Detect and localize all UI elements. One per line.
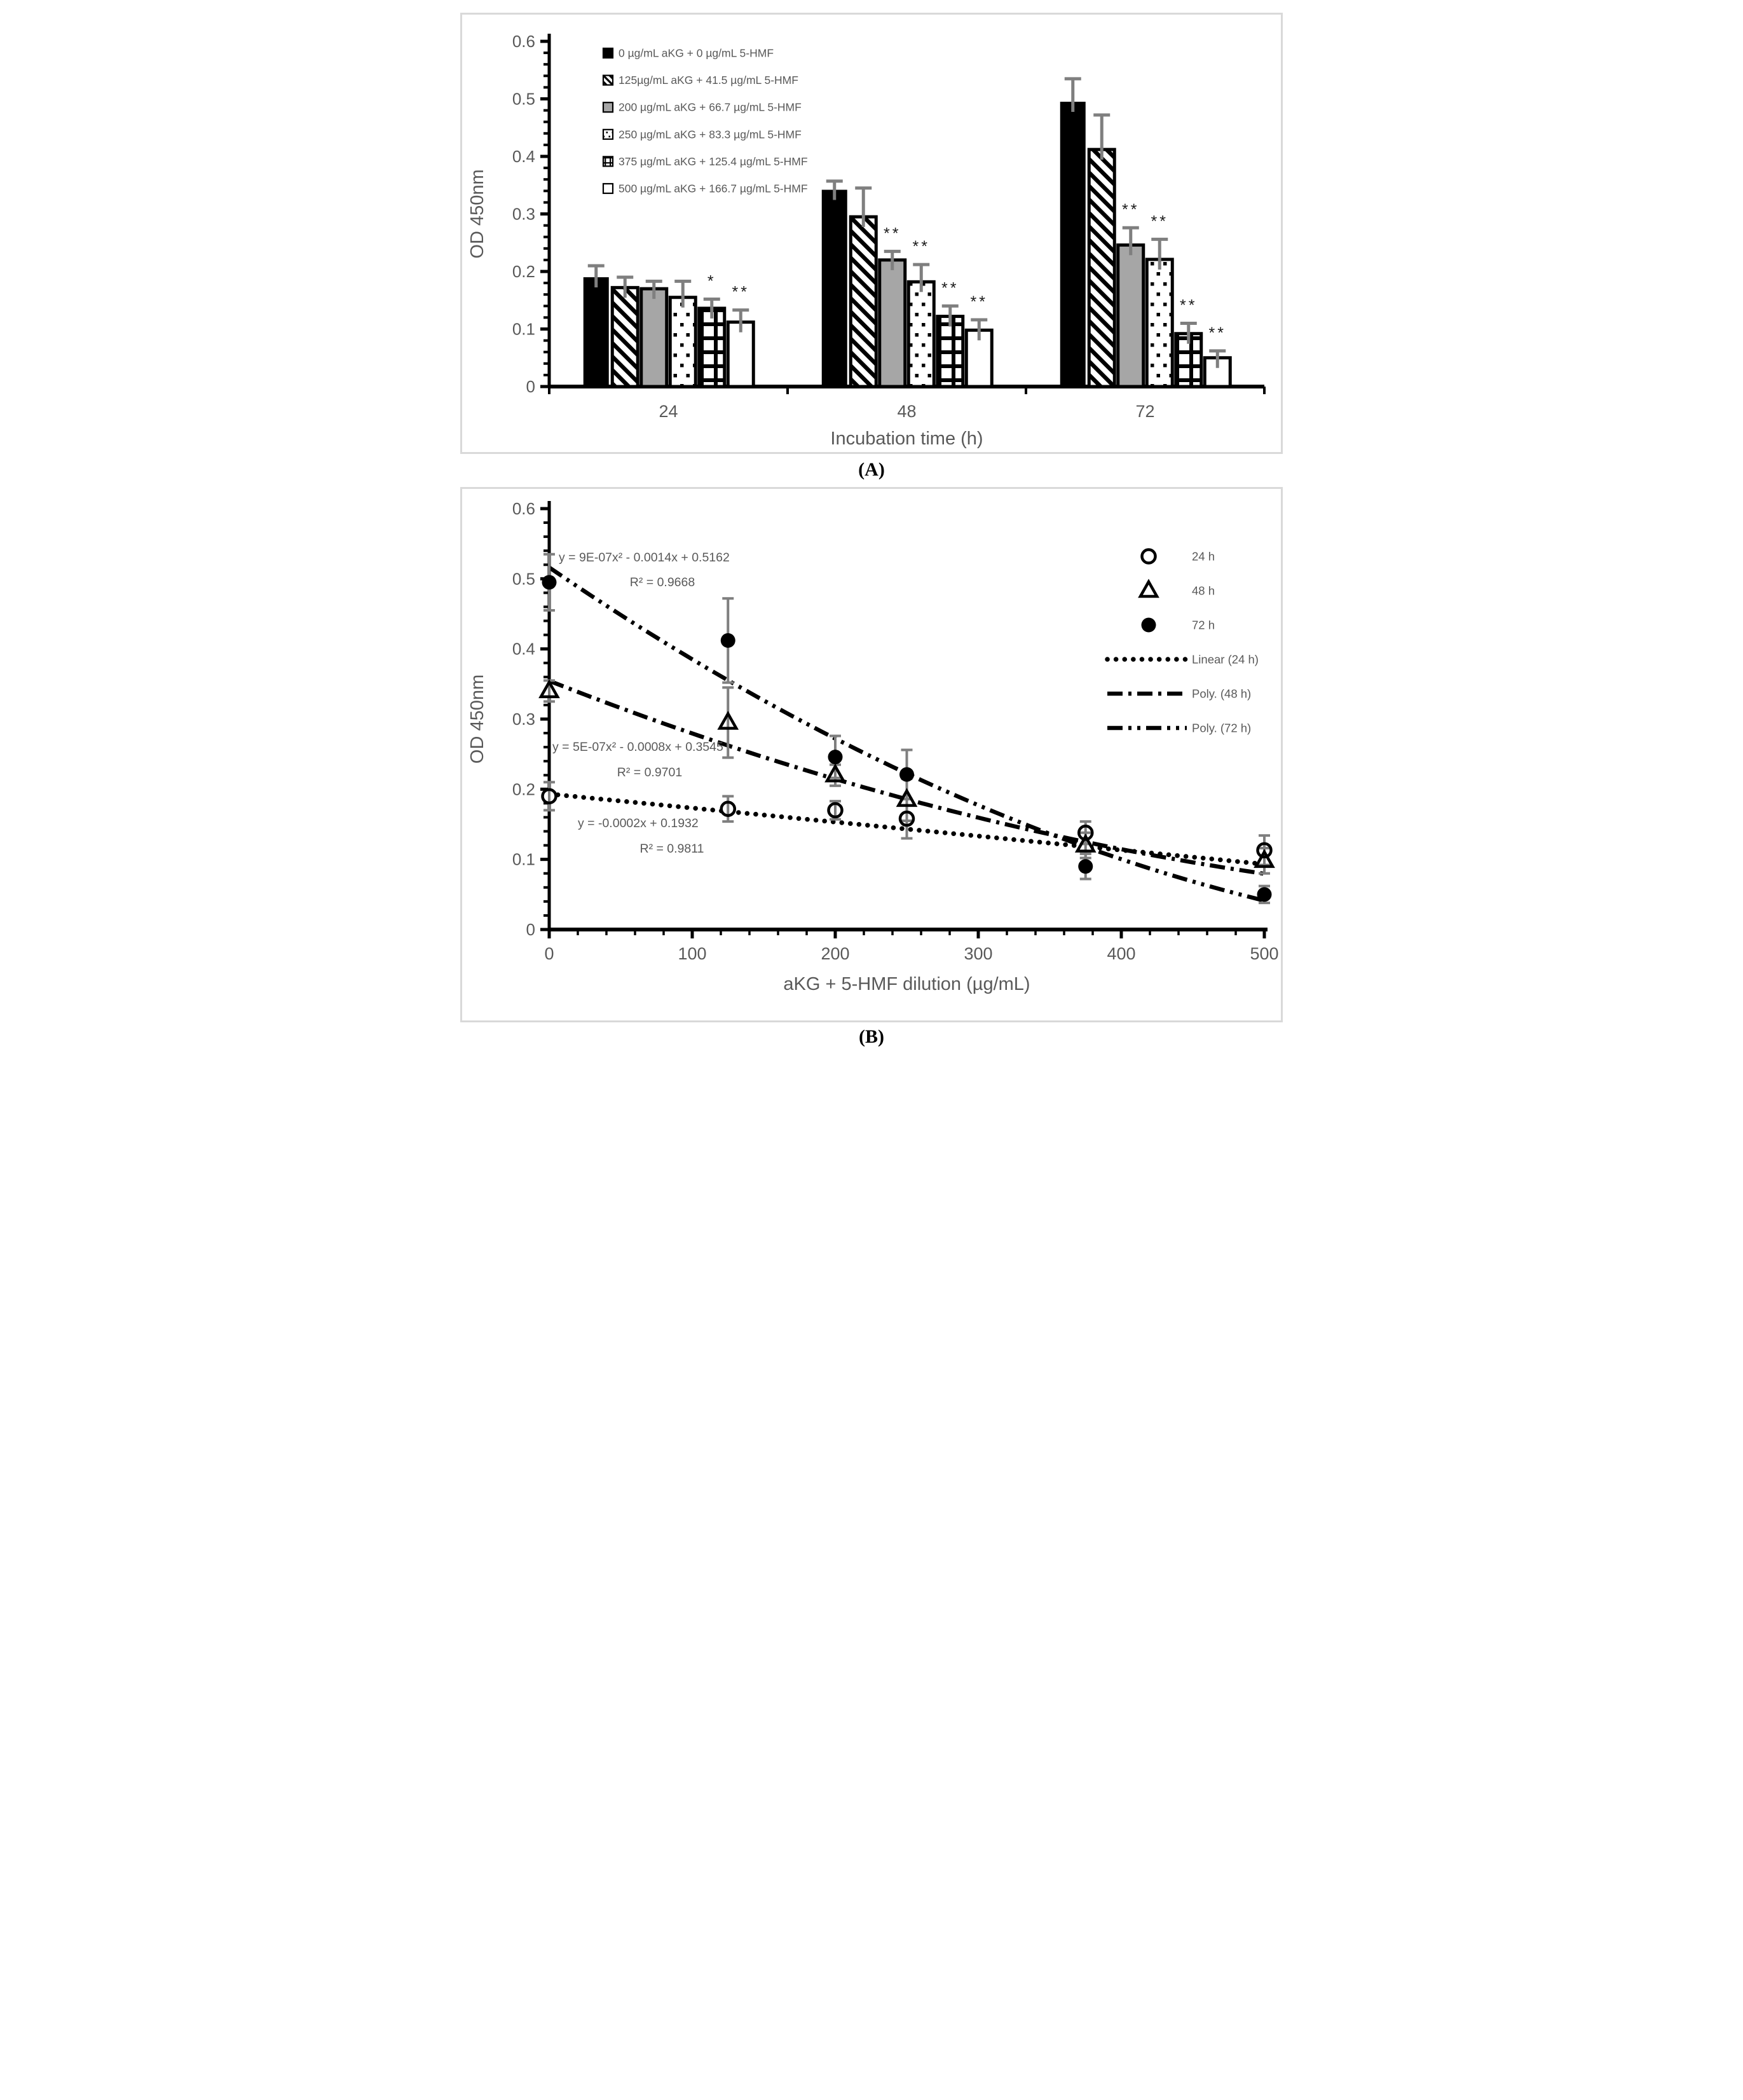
x-tick-label: 200 (820, 944, 850, 963)
bar (821, 189, 847, 387)
legend-label: 48 h (1191, 584, 1215, 598)
data-point-filled-circle (899, 767, 914, 782)
data-point-filled-circle (720, 633, 735, 648)
figure-page (436, 0, 1308, 1050)
y-axis (512, 499, 549, 939)
significance-star: ** (1121, 201, 1139, 219)
legend-key-swatch (603, 76, 613, 85)
x-axis-title: aKG + 5-HMF dilution (µg/mL) (783, 974, 1030, 994)
legend-item (603, 47, 774, 60)
y-tick-label: 0.1 (512, 319, 535, 339)
legend-key-swatch (603, 130, 613, 139)
significance-star: * (707, 272, 716, 291)
y-tick-label: 0.3 (512, 710, 535, 729)
y-tick-label: 0.4 (512, 639, 535, 659)
x-axis-title: Incubation time (h) (830, 429, 983, 449)
bar (1060, 102, 1085, 387)
y-axis (512, 32, 549, 396)
data-point-filled-circle (828, 750, 842, 764)
equation-label: y = 5E-07x² - 0.0008x + 0.3545 (552, 740, 723, 754)
panel-b (460, 487, 1283, 1022)
equation-label: y = 9E-07x² - 0.0014x + 0.5162 (558, 551, 730, 565)
bar (670, 298, 695, 387)
legend-label: 24 h (1191, 549, 1215, 563)
y-axis-title: OD 450nm (467, 674, 488, 764)
x-axis (544, 930, 1278, 963)
legend-key-swatch (603, 102, 613, 112)
legend-label: 72 h (1191, 618, 1215, 632)
legend-item (1141, 618, 1215, 633)
significance-star: ** (1179, 296, 1197, 315)
scatter-chart-od-vs-dilution (462, 489, 1281, 1020)
significance-star: ** (732, 283, 749, 301)
significance-star: ** (1151, 212, 1168, 231)
y-axis-title: OD 450nm (467, 169, 488, 259)
bar (879, 260, 905, 387)
x-tick-label: 48 (896, 402, 917, 421)
y-tick-label: 0.5 (512, 569, 535, 589)
legend-label: 0 µg/mL aKG + 0 µg/mL 5-HMF (618, 46, 774, 60)
legend-label: 250 µg/mL aKG + 83.3 µg/mL 5-HMF (618, 128, 802, 141)
legend-item (1140, 582, 1215, 598)
legend-item (603, 155, 808, 168)
x-axis (548, 387, 1264, 421)
r-squared-label: R² = 0.9811 (639, 842, 704, 856)
y-tick-label: 0.4 (512, 147, 535, 166)
caption-b: (B) (859, 1026, 884, 1047)
r-squared-label: R² = 0.9701 (617, 765, 682, 779)
legend (1107, 550, 1259, 735)
legend-item (1142, 550, 1215, 563)
x-tick-label: 0 (543, 944, 554, 963)
legend-key-swatch (603, 48, 613, 58)
y-tick-label: 0.6 (512, 32, 535, 51)
panel-a (460, 13, 1283, 454)
significance-star: ** (912, 238, 930, 256)
legend-item (603, 182, 808, 195)
significance-star: ** (941, 279, 959, 298)
y-tick-label: 0.6 (512, 499, 535, 518)
bar (851, 217, 876, 387)
x-tick-label: 300 (963, 944, 993, 963)
data-point-filled-circle (1078, 859, 1093, 874)
y-tick-label: 0.1 (512, 849, 535, 869)
x-tick-label: 100 (677, 944, 707, 963)
bar (1147, 259, 1172, 387)
legend-item (1107, 653, 1259, 666)
y-tick-label: 0.2 (512, 779, 535, 799)
bar (1089, 149, 1114, 387)
x-tick-label: 400 (1106, 944, 1136, 963)
bar (699, 308, 724, 387)
y-tick-label: 0 (526, 377, 535, 396)
data-point-filled-circle (1141, 618, 1156, 633)
x-tick-label: 24 (658, 402, 678, 421)
r-squared-label: R² = 0.9668 (629, 575, 695, 589)
y-tick-label: 0.3 (512, 204, 535, 224)
legend-key-swatch (603, 184, 613, 193)
data-point-filled-circle (1257, 887, 1271, 902)
legend-label: 200 µg/mL aKG + 66.7 µg/mL 5-HMF (618, 100, 802, 114)
legend-label: 125µg/mL aKG + 41.5 µg/mL 5-HMF (618, 74, 798, 87)
bar-chart-od-vs-time (462, 15, 1281, 452)
legend-label: 500 µg/mL aKG + 166.7 µg/mL 5-HMF (618, 182, 808, 195)
y-tick-label: 0 (526, 920, 535, 939)
bar (1118, 245, 1143, 387)
legend-label: 375 µg/mL aKG + 125.4 µg/mL 5-HMF (618, 154, 808, 168)
y-tick-label: 0.5 (512, 89, 535, 109)
bar (937, 317, 962, 387)
legend-item (603, 128, 802, 141)
data-point-open-triangle (1140, 582, 1157, 596)
data-point-filled-circle (542, 575, 556, 589)
bars (583, 102, 1230, 387)
legend-item (603, 101, 802, 114)
legend-label: Poly. (48 h) (1191, 687, 1251, 701)
legend-item (1107, 687, 1251, 701)
significance-star: ** (1208, 324, 1226, 342)
bar (908, 282, 934, 387)
y-tick-label: 0.2 (512, 262, 535, 281)
legend-key-swatch (603, 156, 613, 166)
caption-a: (A) (858, 459, 885, 480)
legend (603, 47, 808, 195)
significance-star: ** (883, 224, 901, 243)
bar (641, 289, 666, 387)
legend-item (1107, 722, 1251, 735)
legend-item (603, 74, 798, 86)
legend-label: Linear (24 h) (1191, 652, 1259, 666)
bar (583, 277, 608, 387)
x-tick-label: 500 (1249, 944, 1279, 963)
x-tick-label: 72 (1135, 402, 1155, 421)
bar (612, 287, 638, 387)
equation-label: y = -0.0002x + 0.1932 (577, 816, 699, 830)
legend-label: Poly. (72 h) (1191, 721, 1251, 735)
significance-star: ** (970, 293, 988, 312)
data-point-open-circle (1142, 550, 1155, 563)
